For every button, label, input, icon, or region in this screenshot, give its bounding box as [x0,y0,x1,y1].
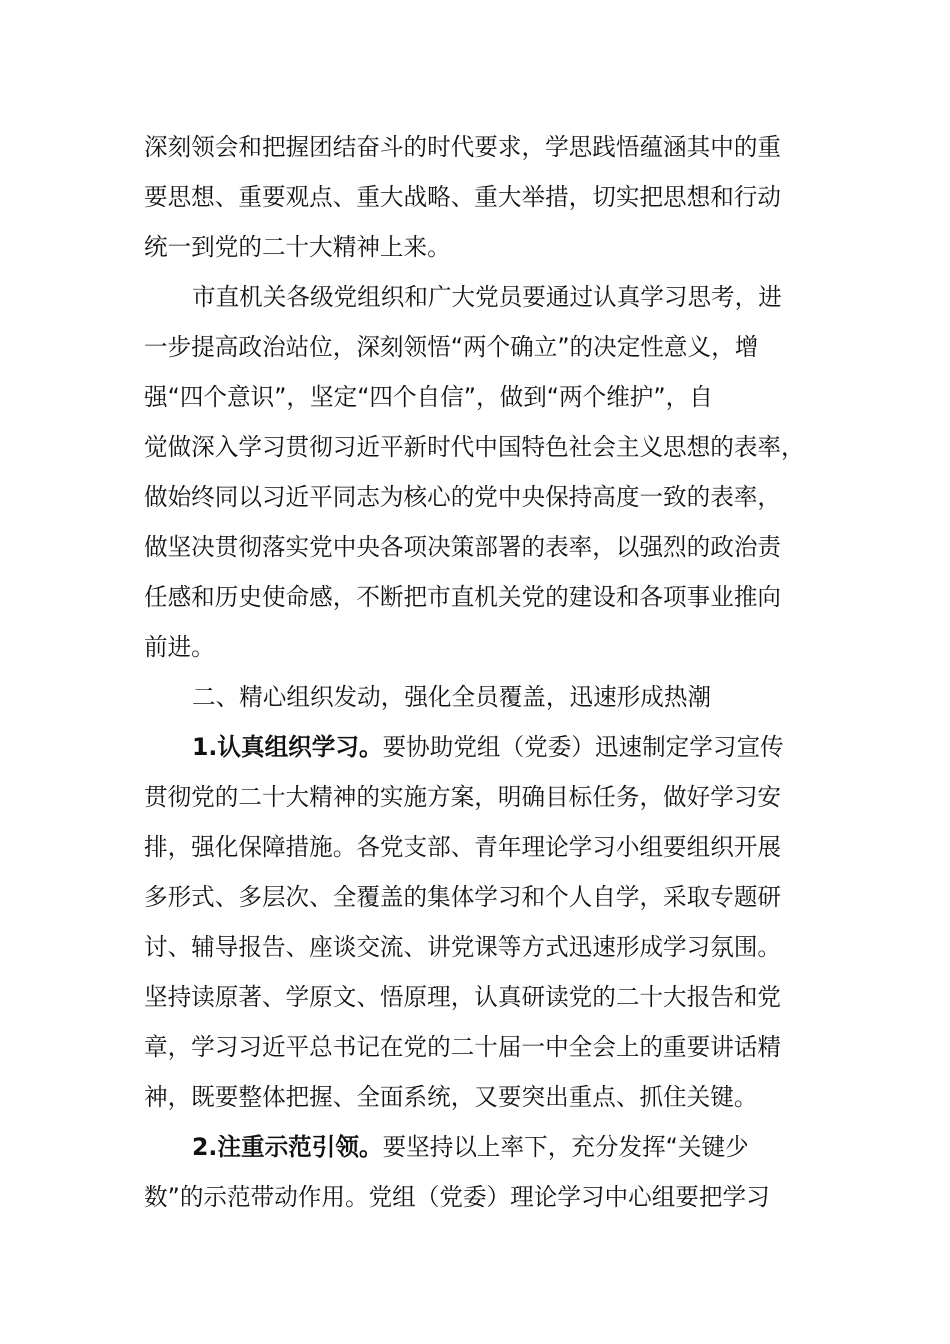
paragraph-line: 一步提高政治站位，深刻领悟“两个确立”的决定性意义，增 [144,333,759,361]
paragraph-line: 统一到党的二十大精神上来。 [144,233,451,261]
paragraph-line: 前进。 [144,633,215,661]
subheading-text: 1.认真组织学习。 [192,733,383,761]
paragraph-line: 强“四个意识”，坚定“四个自信”，做到“两个维护”，自 [144,383,713,411]
paragraph-line [144,722,804,772]
paragraph-line: 坚持读原著、学原文、悟原理，认真研读党的二十大报告和党 [144,983,782,1011]
paragraph-line: 觉做深入学习贯彻习近平新时代中国特色社会主义思想的表率， [144,433,805,461]
subheading-text: 2.注重示范引领。 [192,1133,383,1161]
paragraph-line: 章，学习习近平总书记在党的二十届一中全会上的重要讲话精 [144,1033,782,1061]
paragraph-line: 市直机关各级党组织和广大党员要通过认真学习思考，进 [192,283,782,311]
paragraph-line: 多形式、多层次、全覆盖的集体学习和个人自学，采取专题研 [144,883,782,911]
paragraph-line: 要思想、重要观点、重大战略、重大举措，切实把思想和行动 [144,183,782,211]
paragraph-line [144,1122,804,1172]
document-body [144,122,804,1222]
paragraph-line: 任感和历史使命感，不断把市直机关党的建设和各项事业推向 [144,583,782,611]
paragraph-line: 做坚决贯彻落实党中央各项决策部署的表率，以强烈的政治责 [144,533,782,561]
paragraph-text: 要坚持以上率下，充分发挥“关键少 [382,1133,749,1161]
paragraph-text: 要协助党组（党委）迅速制定学习宣传 [382,733,784,761]
paragraph-line: 深刻领会和把握团结奋斗的时代要求，学思践悟蕴涵其中的重 [144,133,782,161]
section-heading: 二、精心组织发动，强化全员覆盖，迅速形成热潮 [192,683,712,711]
paragraph-line: 讨、辅导报告、座谈交流、讲党课等方式迅速形成学习氛围。 [144,933,782,961]
paragraph-line: 神，既要整体把握、全面系统，又要突出重点、抓住关键。 [144,1083,758,1111]
paragraph-line: 数”的示范带动作用。党组（党委）理论学习中心组要把学习 [144,1183,770,1211]
paragraph-line: 做始终同以习近平同志为核心的党中央保持高度一致的表率， [144,483,782,511]
paragraph-line: 贯彻党的二十大精神的实施方案，明确目标任务，做好学习安 [144,783,782,811]
paragraph-line: 排，强化保障措施。各党支部、青年理论学习小组要组织开展 [144,833,782,861]
